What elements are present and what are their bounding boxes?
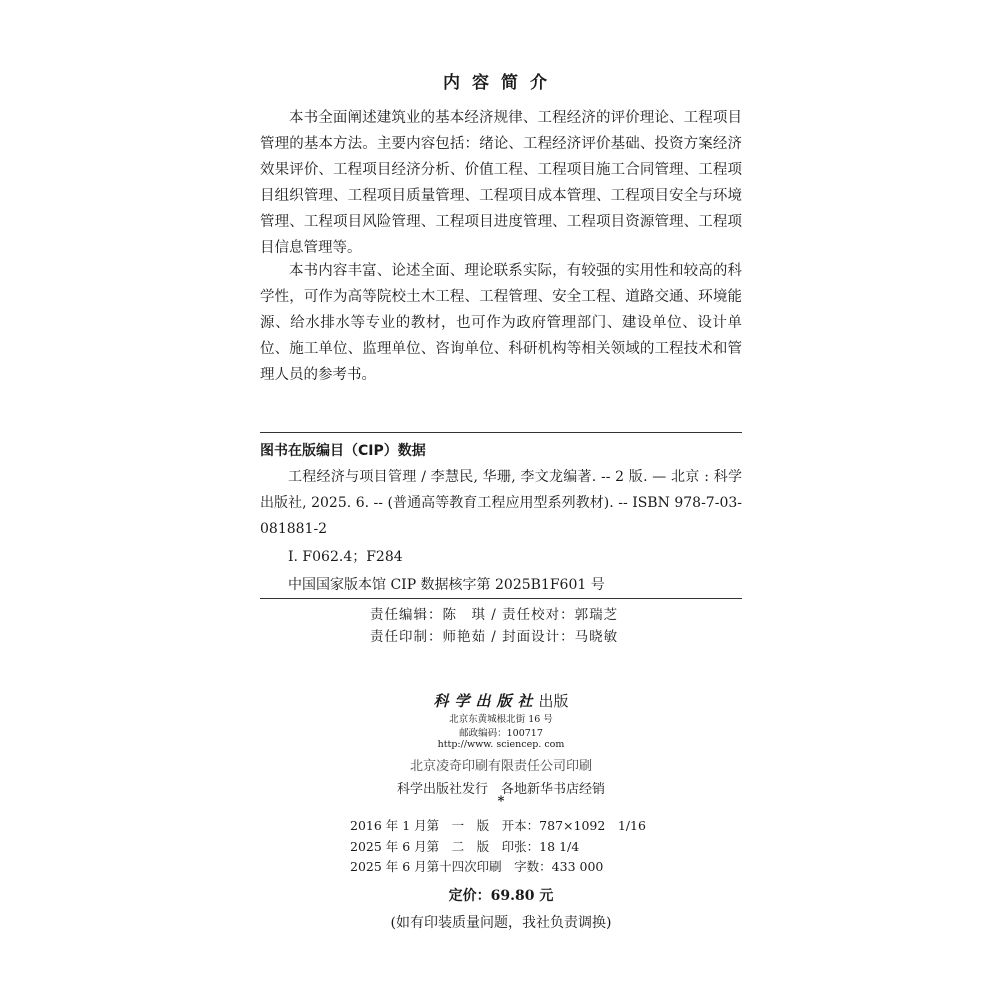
- publisher-website: http://www. sciencep. com: [437, 739, 565, 750]
- staff-editors: 责任编辑：陈 琪 / 责任校对：郭瑞芝: [370, 607, 619, 623]
- staff-production: 责任印制：师艳茹 / 封面设计：马晓敏: [370, 629, 619, 645]
- publisher-line: [260, 690, 742, 711]
- cip-record: 工程经济与项目管理 / 李慧民, 华珊, 李文龙编著. -- 2 版. — 北京 : 科学出版社, 2025. 6. -- (普通高等教育工程应用型系列教材). -- ISBN 978-7-03-081881-2: [260, 469, 742, 537]
- intro-paragraph-2: 本书内容丰富、论述全面、理论联系实际，有较强的实用性和较高的科学性，可作为高等院校土木工程、工程管理、安全工程、道路交通、环境能源、给水排水等专业的教材，也可作为政府管理部门、建设单位、设计单位、施工单位、监理单位、咨询单位、科研机构等相关领域的工程技术和管理人员的参考书。: [260, 263, 742, 383]
- edition-row-3: 2025 年 6 月第十四次印刷 字数：433 000: [350, 859, 604, 874]
- price-value: 69.80 元: [490, 888, 554, 904]
- intro-paragraph-1: 本书全面阐述建筑业的基本经济规律、工程经济的评价理论、工程项目管理的基本方法。主要内容包括：绪论、工程经济评价基础、投资方案经济效果评价、工程项目经济分析、价值工程、工程项目施工合同管理、工程项目组织管理、工程项目质量管理、工程项目成本管理、工程项目安全与环境管理、工程项目风险管理、工程项目进度管理、工程项目资源管理、工程项目信息管理等。: [260, 110, 742, 256]
- separator-star: *: [497, 794, 505, 809]
- publisher-logo-text: 科学出版社: [433, 692, 539, 710]
- publisher-suffix: 出版: [538, 692, 569, 710]
- cip-top-divider: [260, 432, 742, 433]
- edition-row-1: 2016 年 1 月第 一 版 开本：787×1092 1/16: [350, 818, 646, 833]
- cip-classification: Ⅰ. F062.4；F284: [288, 549, 403, 565]
- cip-data-number: 中国国家版本馆 CIP 数据核字第 2025B1F601 号: [288, 577, 605, 593]
- price-label: 定价：: [448, 888, 491, 904]
- quality-notice: (如有印装质量问题，我社负责调换): [390, 915, 612, 931]
- copyright-page: [260, 0, 742, 1000]
- intro-title: 内容简介: [443, 73, 559, 93]
- cip-bottom-divider: [260, 598, 742, 599]
- publisher-address: 北京东黄城根北街 16 号: [449, 714, 553, 725]
- cip-heading: 图书在版编目（CIP）数据: [260, 443, 426, 459]
- printer-line: 北京凌奇印刷有限责任公司印刷: [409, 759, 592, 774]
- publisher-postcode: 邮政编码：100717: [459, 728, 543, 739]
- price-line: [260, 885, 742, 905]
- edition-row-2: 2025 年 6 月第 二 版 印张：18 1/4: [350, 839, 580, 854]
- distribution-line: 科学出版社发行 各地新华书店经销: [396, 782, 605, 797]
